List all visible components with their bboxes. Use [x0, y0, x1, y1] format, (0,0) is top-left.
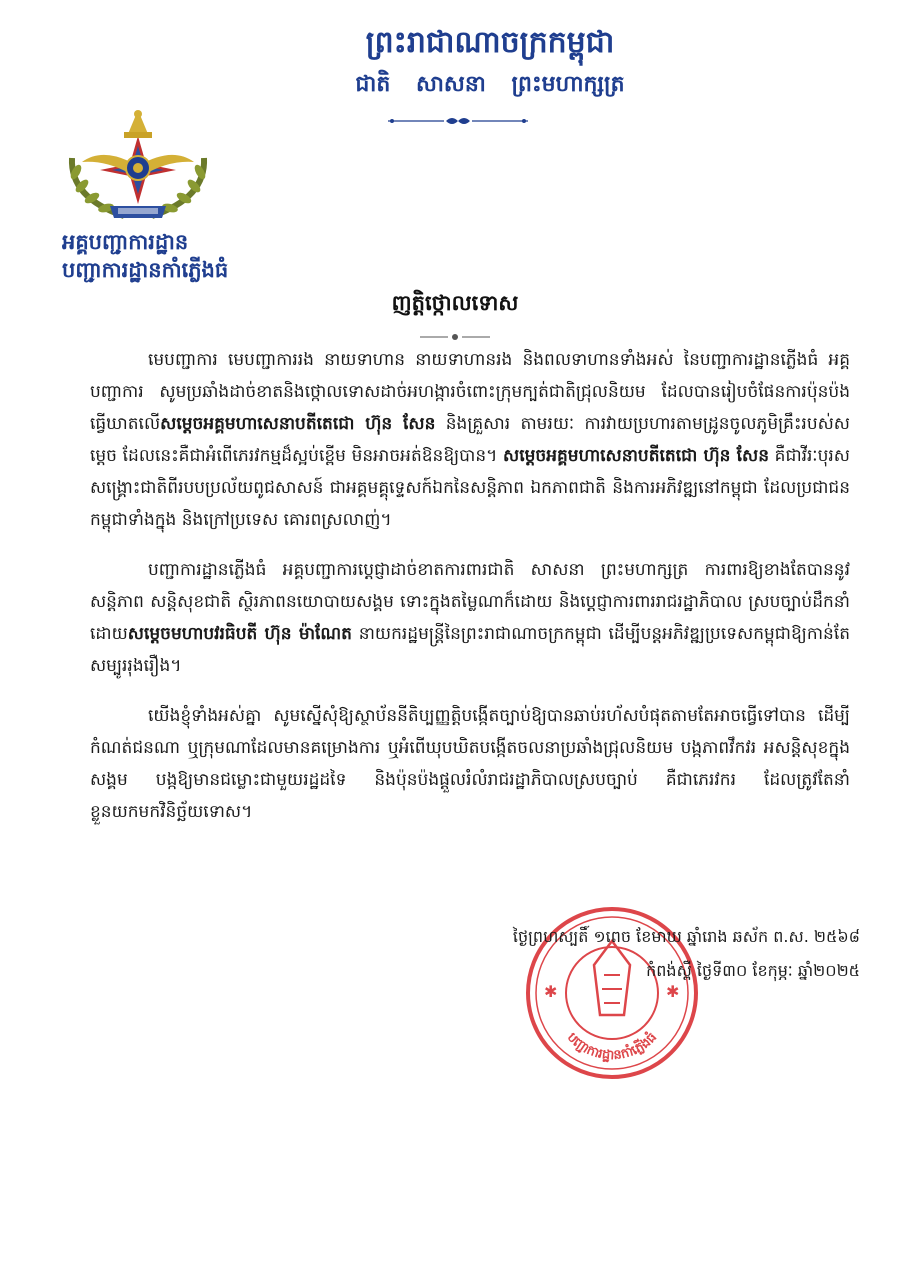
svg-text:✱: ✱ [666, 982, 680, 1001]
issuing-organization [62, 228, 292, 284]
kingdom-heading: ព្រះរាជាណាចក្រកម្ពុជា [365, 25, 615, 60]
svg-text:✱: ✱ [544, 982, 558, 1001]
document-body [90, 344, 850, 846]
svg-text:បញ្ជាការដ្ឋានកាំភ្លើងធំ [564, 1029, 660, 1064]
p1-bold-name-2: សម្តេចអគ្គមហាសេនាបតីតេជោ ហ៊ុន សែន [503, 446, 769, 466]
p2-text-c: នាយករដ្ឋមន្ត្រីនៃព្រះរាជាណាចក្រកម្ពុជា ដើម្បីបន្តអភិវឌ្ឍប្រទេសកម្ពុជាឱ្យកាន់តែសម្បូររុងរឿង។ [90, 624, 851, 676]
artillery-emblem-icon [64, 106, 212, 228]
seal-text: បញ្ជាការដ្ឋានកាំភ្លើងធំ [563, 1030, 661, 1064]
document-title: ញត្តិថ្កោលទោស [391, 291, 519, 315]
org-line-2: បញ្ជាការដ្ឋានកាំភ្លើងធំ [62, 258, 229, 282]
date-block [380, 920, 860, 988]
org-line-1: អគ្គបញ្ជាការដ្ឋាន [62, 230, 189, 254]
place-and-solar-date: កំពង់ស្ពឺ ថ្ងៃទី៣០ ខែកុម្ភៈ ឆ្នាំ២០២៥ [646, 961, 860, 980]
paragraph-1 [90, 344, 850, 536]
national-motto: ជាតិ សាសនា ព្រះមហាក្សត្រ [355, 72, 625, 97]
p1-text-a: មេបញ្ជាការ មេបញ្ជាការរង នាយទាហាន នាយទាហានរង និងពលទាហានទាំងអស់ នៃបញ្ជាការដ្ឋានភ្លើងធំ អគ្គបញ្ជាការ សូមប្រឆាំងដាច់ខាតនិងថ្កោលទោសដាច់អហង្ការចំពោះក្រុមក្បត់ជាតិជ្រុលនិយម ដែលបានរៀបចំផែនការប៉ុនប៉ងធ្វើឃាតលើ [90, 350, 850, 434]
title-ornament [420, 332, 490, 342]
p1-text-e: គឺជាវីរៈបុរសសង្គ្រោះជាតិពីរបបប្រល័យពូជសាសន៍ ជាអគ្គមគ្គុទ្ទេសក៍ឯកនៃសន្តិភាព ឯកភាពជាតិ និងការអភិវឌ្ឍនៅកម្ពុជា ដែលប្រជាជនកម្ពុជាទាំងក្នុង និងក្រៅប្រទេស គោរពស្រលាញ់។ [90, 446, 850, 530]
header-ornament [388, 114, 528, 128]
p1-text-c: និងគ្រួសារ តាមរយៈ ការវាយប្រហារតាមដ្រូនចូលភូមិគ្រឹះរបស់សម្តេច ដែលនេះគឺជាអំពើភេរវកម្មដ៏ស្អប់ខ្ពើម មិនអាចអត់ឱនឱ្យបាន។ [90, 414, 850, 466]
paragraph-3: យើងខ្ញុំទាំងអស់គ្នា សូមស្នើសុំឱ្យស្ថាប័ននីតិប្បញ្ញត្តិបង្កើតច្បាប់ឱ្យបានឆាប់រហ័សបំផុតតាមតែអាចធ្វើទៅបាន ដើម្បីកំណត់ជនណា ឬក្រុមណាដែលមានគម្រោងការ ឬអំពើឃុបឃិតបង្កើតចលនាប្រឆាំងជ្រុលនិយម បង្កភាពវឹកវរ អសន្តិសុខក្នុងសង្គម បង្កឱ្យមានជម្លោះជាមួយរដ្ឋដទៃ និងប៉ុនប៉ងផ្តួលរំលំរាជរដ្ឋាភិបាលស្របច្បាប់ គឺជាភេរវករ ដែលត្រូវតែនាំខ្លួនយកមកវិនិច្ឆ័យទោស។ [90, 706, 850, 822]
paragraph-2 [90, 554, 850, 682]
lunar-date: ថ្ងៃព្រហស្បតិ៍ ១ពេច ខែមាឃ ឆ្នាំរោង ឆស័ក ព.ស. ២៥៦៨ [512, 927, 860, 946]
p2-bold-name: សម្តេចមហាបវរធិបតី ហ៊ុន ម៉ាណែត [127, 624, 352, 644]
p1-bold-name-1: សម្តេចអគ្គមហាសេនាបតីតេជោ ហ៊ុន សែន [160, 414, 436, 434]
p2-text-a: បញ្ជាការដ្ឋានភ្លើងធំ អគ្គបញ្ជាការប្តេជ្ញាដាច់ខាតការពារជាតិ សាសនា ព្រះមហាក្សត្រ ការពារឱ្យខាងតែបាននូវ សន្តិភាព សន្តិសុខជាតិ ស្ថិរភាពនយោបាយសង្គម ទោះក្នុងតម្លៃណាក៏ដោយ និងប្តេជ្ញាការពាររាជរដ្ឋាភិបាល ស្របច្បាប់ដឹកនាំដោយ [90, 560, 850, 644]
